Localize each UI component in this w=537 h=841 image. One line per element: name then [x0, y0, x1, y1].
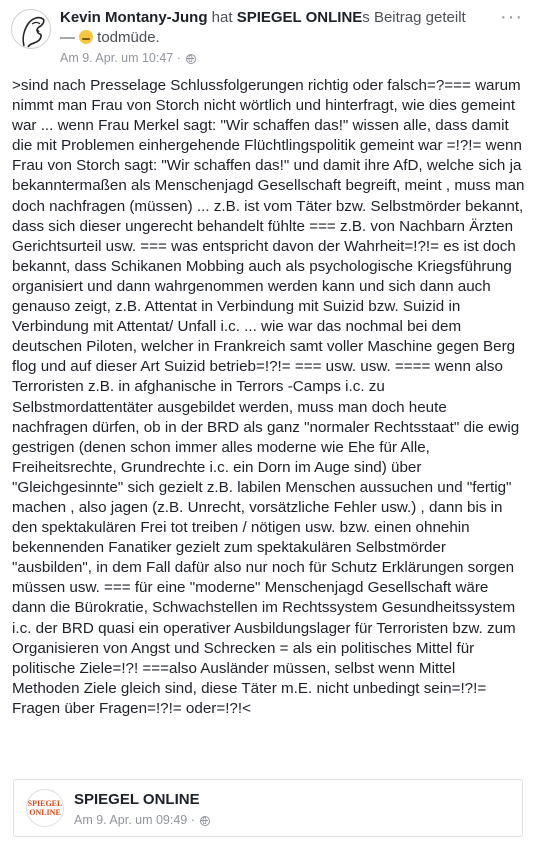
- action-tail: geteilt: [421, 9, 466, 26]
- globe-icon[interactable]: [200, 816, 210, 826]
- author-avatar[interactable]: [11, 9, 51, 49]
- action-text: hat: [207, 9, 237, 26]
- shared-card-meta: [74, 813, 210, 827]
- shared-post-card[interactable]: [13, 779, 523, 837]
- logo-line2: ONLINE: [29, 808, 61, 817]
- post-options-button[interactable]: ···: [500, 6, 523, 28]
- post-meta: [60, 50, 196, 66]
- post-header: [0, 0, 537, 72]
- logo-line1: SPIEGEL: [27, 799, 63, 808]
- feeling-prefix: —: [60, 29, 80, 46]
- sleepy-emoji-icon: [79, 30, 93, 44]
- meta-separator: ·: [173, 51, 185, 65]
- shared-page-link[interactable]: SPIEGEL ONLINE: [236, 9, 363, 26]
- post-attribution: [60, 8, 490, 48]
- shared-timestamp-link[interactable]: Am 9. Apr. um 09:49: [74, 813, 188, 827]
- shared-page-name-link[interactable]: SPIEGEL ONLINE: [74, 791, 200, 808]
- author-name-link[interactable]: Kevin Montany-Jung: [60, 9, 208, 26]
- shared-suffix: s Beitrag: [362, 9, 422, 26]
- post-body-text: >sind nach Presselage Schlussfolgerungen richtig oder falsch=?=== warum nimmt man Frau von Storch nicht wörtlich und hinterfragt, wie dies gemeint war ... wenn Frau Merkel sagt: "Wir schaffen das!" wissen alle, dass damit die mit Problemen einhergehende Flüchtlingspolitik gemeint war =!?!= wenn Frau von Storch sagt: "Wir schaffen das!" und damit ihre AfD, welche sich ja bekanntermaßen als Menschenjagd Gesellschaft begreift, meint , muss man doch nachfragen (müssen) ... z.B. ist vom Täter bzw. Selbstmörder bekannt, dass sich dieser ungerecht behandelt fühlte === z.B. von Nachbarn Ärzten Gerichtsurteil usw. === was entspricht davon der Wahrheit=!?!= es ist doch bekannt, dass Schikanen Mobbing auch als psychologische Kriegsführung organisiert und dann wahrgenommen werden kann und sich dann auch genauso zeigt, z.B. Attentat in Verbindung mit Suizid bzw. Suizid in Verbindung mit Attentat/ Unfall i.c. ... wie war das nochmal bei dem deutschen Piloten, welcher in Frankreich samt voller Maschine gegen Berg flog und auf dieser Art Suizid betrieb=!?!= === usw. usw. ==== wenn also Terroristen z.B. in afghanische in Terrors -Camps i.c. zu Selbstmordattentäter ausgebildet werden, muss man doch heute nachfragen dürfen, ob in der BRD als ganz "normaler Rechtsstaat" die ewig gestrigen (denen schon immer alles moderne wie Ehe für Alle, Freiheitsrechte, Grundrechte i.c. ein Dorn im Auge sind) über "Gleichgesinnte" sich gezielt z.B. labilen Menschen aussuchen und "fertig" machen , also jagen (z.B. Unrecht, vorsätzliche Fehler usw.) , dann bis in den spektakulären Frei tot treiben / nötigen usw. bzw. einen ohnehin bekennenden Fanatiker gezielt zum spektakulären Selbstmörder "ausbilden", in dem Fall dafür also nur noch für Schutz Erklärungen sorgen müssen usw. === für eine "moderne" Menschenjagd Gesellschaft wäre dann die Bürokratie, Schwachstellen im Rechtssystem Gesundheitssystem i.c. der BRD quasi ein operativer Ausbildungslager für Terroristen bzw. zum Organisieren von Angst und Schrecken = als ein politisches Mittel für politische Ziele=!?! ===also Ausländer müssen, selbst wenn Mittel Methoden Ziele gleich sind, diese Täter m.E. nicht unbedingt sein=!?!= Fragen über Fragen=!?!= oder=!?!<: [12, 77, 525, 717]
- post-timestamp-link[interactable]: Am 9. Apr. um 10:47: [60, 51, 174, 65]
- spiegel-online-logo[interactable]: [26, 789, 64, 827]
- card-meta-separator: ·: [187, 813, 199, 827]
- feeling-text[interactable]: todmüde.: [97, 29, 160, 46]
- globe-icon[interactable]: [186, 54, 196, 64]
